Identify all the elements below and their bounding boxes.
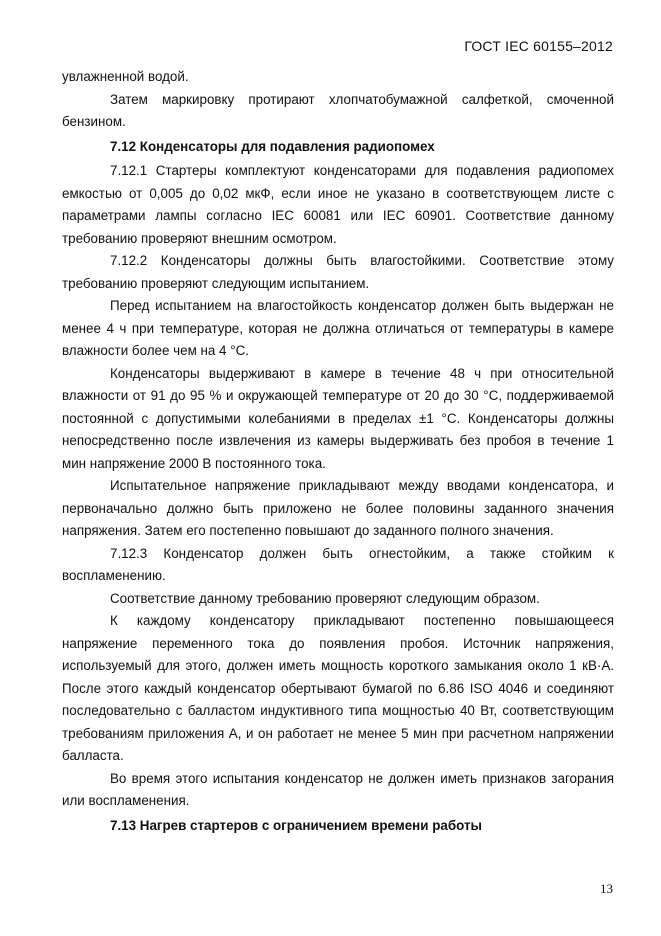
paragraph: Затем маркировку протирают хлопчатобумажной салфеткой, смоченной бензином. xyxy=(62,91,614,129)
section-heading-7-12: 7.12 Конденсаторы для подавления радиопомех xyxy=(110,138,435,154)
paragraph: Перед испытанием на влагостойкость конденсатор должен быть выдержан не менее 4 ч при температуре, которая не должна отличаться от температуры в камере влажности более чем на 4 °C. xyxy=(62,298,614,358)
paragraph: Во время этого испытания конденсатор не должен иметь признаков загорания или воспламенения. xyxy=(62,770,614,808)
paragraph: Соответствие данному требованию проверяют следующим образом. xyxy=(110,590,540,606)
page-number: 13 xyxy=(600,881,613,896)
paragraph: К каждому конденсатору прикладывают постепенно повышающееся напряжение переменного тока до появления пробоя. Источник напряжения, используемый для этого, должен иметь мощность короткого замыкания около 1 кВ·А. После этого каждый конденсатор обертывают бумагой по 6.86 ISO 4046 и соединяют последовательно с балластом индуктивного типа мощностью 40 Вт, соответствующим требованиям приложения А, и он работает не менее 5 мин при расчетном напряжении балласта. xyxy=(62,613,614,763)
paragraph-7-12-2: 7.12.2 Конденсаторы должны быть влагостойкими. Соответствие этому требованию проверяют следующим испытанием. xyxy=(62,253,614,291)
paragraph: Испытательное напряжение прикладывают между вводами конденсатора, и первоначально должно быть приложено не более половины заданного значения напряжения. Затем его постепенно повышают до заданного полного значения. xyxy=(62,478,614,538)
paragraph-continuation: увлажненной водой. xyxy=(62,69,189,84)
paragraph-7-12-3: 7.12.3 Конденсатор должен быть огнестойким, а также стойким к воспламенению. xyxy=(62,545,614,583)
document-header: ГОСТ IEC 60155–2012 xyxy=(464,38,613,54)
document-body xyxy=(62,66,614,839)
paragraph-7-12-1: 7.12.1 Стартеры комплектуют конденсаторами для подавления радиопомех емкостью от 0,005 до 0,02 мкФ, если иное не указано в соответствующем листе с параметрами лампы согласно IEC 60081 или IEC 60901. Соответствие данному требованию проверяют внешним осмотром. xyxy=(62,163,614,246)
section-heading-7-13: 7.13 Нагрев стартеров с ограничением времени работы xyxy=(110,817,482,833)
paragraph: Конденсаторы выдерживают в камере в течение 48 ч при относительной влажности от 91 до 95 % и окружающей температуре от 20 до 30 °C, поддерживаемой постоянной с допустимыми колебаниями в пределах ±1 °C. Конденсаторы должны непосредственно после извлечения из камеры выдерживать без пробоя в течение 1 мин напряжение 2000 В постоянного тока. xyxy=(62,365,614,471)
